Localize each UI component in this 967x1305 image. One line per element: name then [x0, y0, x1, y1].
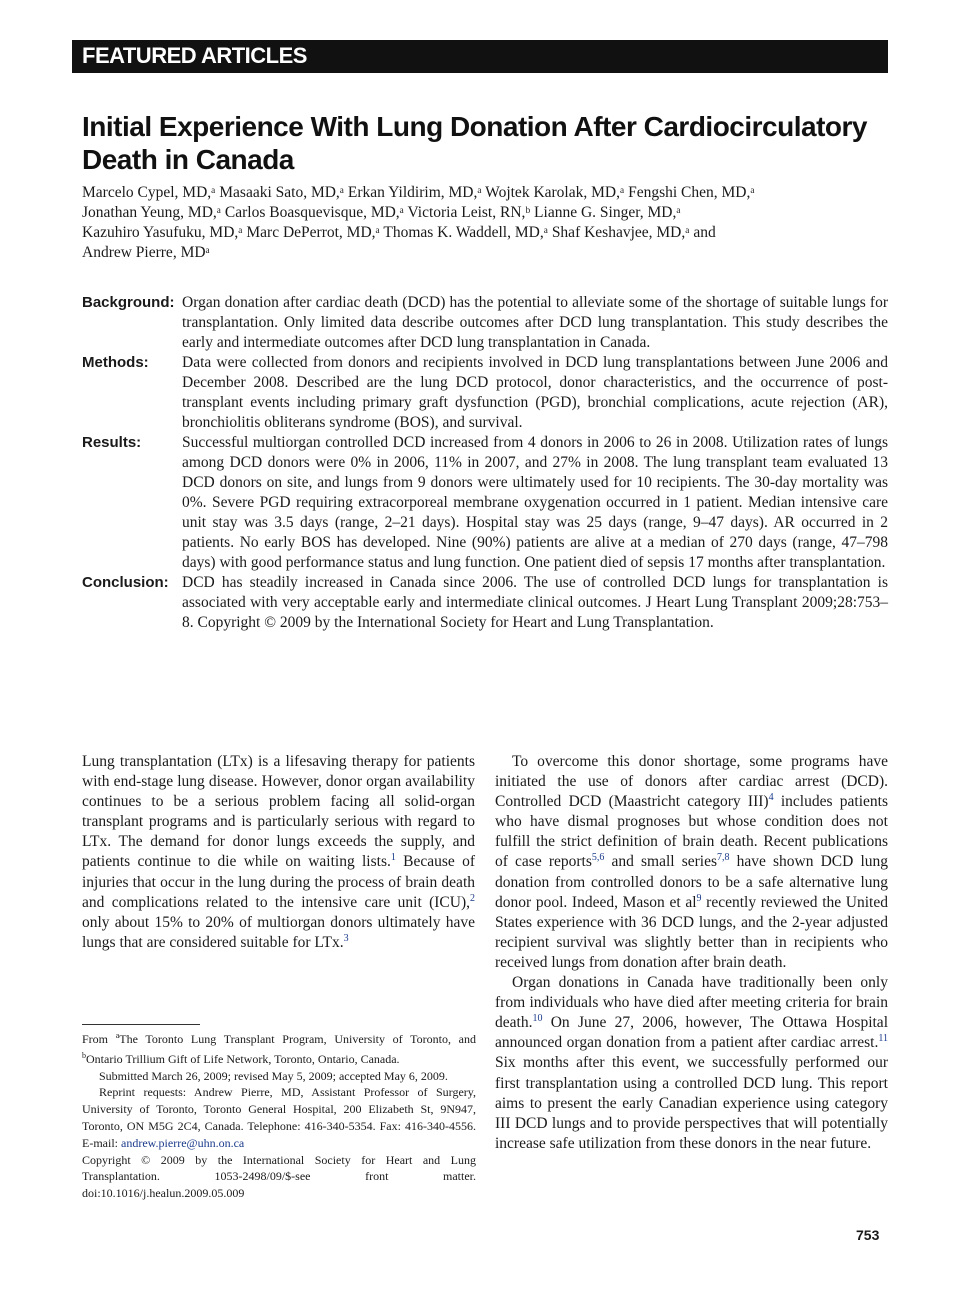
- abstract-conclusion-label: Conclusion:: [82, 574, 169, 591]
- reference-link-7-8[interactable]: 7,8: [717, 852, 730, 864]
- body-text: and small series: [604, 853, 717, 871]
- body-text: recently reviewed the United States experience with 36 DCD lungs, and the 2-year adjusted recipient survival was slightly better than in recipients who received lungs from donation after brain death.: [495, 893, 888, 971]
- affiliation-mark: b: [82, 1050, 86, 1060]
- reference-link-1[interactable]: 1: [390, 852, 396, 864]
- abstract: [82, 293, 888, 633]
- author-email-link[interactable]: andrew.pierre@uhn.on.ca: [121, 1135, 245, 1150]
- reference-link-11[interactable]: 11: [878, 1033, 888, 1045]
- footnote-submitted: Submitted March 26, 2009; revised May 5, 2009; accepted May 6, 2009.: [99, 1068, 448, 1083]
- body-text: Organ donations in Canada have traditionally been only from individuals who have died after meeting criteria for brain death.: [495, 974, 888, 1032]
- abstract-methods: [82, 353, 888, 433]
- body-paragraph: [495, 752, 888, 973]
- body-text: Because of injuries that occur in the lung during the process of brain death and complications related to the intensive care unit (ICU),: [82, 853, 475, 911]
- footnote-reprint: [82, 1084, 476, 1151]
- reference-link-5-6[interactable]: 5,6: [591, 852, 605, 864]
- footnote-text: Reprint requests: Andrew Pierre, MD, Assistant Professor of Surgery, University of Toronto, Toronto General Hospital, 200 Elizabeth St, 9N947, Toronto, ON M5G 2C4, Canada. Telephone: 416-340-5354. Fax: 416-340-4556. E-mail:: [82, 1085, 476, 1150]
- body-text: have shown DCD lung donation from controlled donors to be a safe alternative lung donor pool. Indeed, Mason et al: [495, 853, 888, 911]
- section-banner: [72, 40, 888, 73]
- footnote-copyright: Copyright © 2009 by the International Society for Heart and Lung Transplantation. 1053-2498/09/$-see front matter. doi:10.1016/j.healun.2009.05.009: [82, 1152, 476, 1201]
- body-paragraph: [495, 973, 888, 1154]
- section-banner-label: FEATURED ARTICLES: [82, 43, 307, 68]
- article-title: Initial Experience With Lung Donation After Cardiocirculatory Death in Canada: [82, 111, 867, 175]
- abstract-conclusion-text: DCD has steadily increased in Canada since 2006. The use of controlled DCD lungs for transplantation is associated with very acceptable early and intermediate clinical outcomes. J Heart Lung Transplant 2009;28:753–8. Copyright © 2009 by the International Society for Heart and Lung Transplantation.: [182, 574, 888, 631]
- reference-link-3[interactable]: 3: [343, 932, 349, 944]
- author-list: [82, 183, 888, 263]
- body-paragraph: [82, 752, 475, 953]
- abstract-methods-label: Methods:: [82, 354, 149, 371]
- reference-link-9[interactable]: 9: [696, 892, 702, 904]
- page-number: 753: [856, 1227, 880, 1243]
- footnote-text: From: [82, 1032, 116, 1046]
- footnote-affiliations: [82, 1028, 476, 1068]
- abstract-results-label: Results:: [82, 434, 142, 451]
- abstract-background: [82, 293, 888, 353]
- body-text: includes patients who have dismal prognoses but whose condition does not fulfill the strict definition of brain death. Recent publications of case reports: [495, 793, 888, 871]
- reference-link-4[interactable]: 4: [768, 792, 774, 804]
- body-text: Six months after this event, we successfully performed our first transplantation using a controlled DCD lung. This report aims to present the early Canadian experience using category III DCD lungs and to provide perspectives that will potentially increase safe utilization from these donors in the near future.: [495, 1054, 888, 1152]
- body-column-left: [82, 752, 475, 953]
- body-text: To overcome this donor shortage, some programs have initiated the use of donors after cardiac arrest (DCD). Controlled DCD (Maastricht category III): [495, 753, 888, 811]
- reference-link-10[interactable]: 10: [532, 1013, 543, 1025]
- footnote-text: The Toronto Lung Transplant Program, University of Toronto, and: [119, 1032, 476, 1046]
- abstract-background-label: Background:: [82, 294, 175, 311]
- author-line-1: Marcelo Cypel, MD,ᵃ Masaaki Sato, MD,ᵃ Erkan Yildirim, MD,ᵃ Wojtek Karolak, MD,ᵃ Fengshi Chen, MD,ᵃ: [82, 184, 755, 201]
- reference-link-2[interactable]: 2: [470, 892, 475, 904]
- abstract-background-text: Organ donation after cardiac death (DCD) has the potential to alleviate some of the shortage of suitable lungs for transplantation. Only limited data describe outcomes after DCD lung transplantation. This study describes the early and intermediate outcomes after DCD lung transplantation in Canada.: [182, 294, 888, 351]
- author-line-2: Jonathan Yeung, MD,ᵃ Carlos Boasquevisque, MD,ᵃ Victoria Leist, RN,ᵇ Lianne G. Singer, MD,ᵃ: [82, 204, 681, 221]
- footnotes: [82, 1028, 476, 1202]
- body-column-right: [495, 752, 888, 1154]
- body-text: Lung transplantation (LTx) is a lifesaving therapy for patients with end-stage lung disease. However, donor organ availability continues to be a serious problem facing all solid-organ transplant programs and is particularly serious with regard to LTx. The demand for donor lungs exceeds the supply, and patients continue to die while on waiting lists.: [82, 753, 475, 871]
- body-text: only about 15% to 20% of multiorgan donors ultimately have lungs that are considered suitable for LTx.: [82, 913, 475, 951]
- abstract-methods-text: Data were collected from donors and recipients involved in DCD lung transplantations between June 2006 and December 2008. Described are the lung DCD protocol, donor characteristics, and the occurrence of post-transplant events including primary graft dysfunction (PGD), bronchial complications, acute rejection (AR), bronchiolitis obliterans syndrome (BOS), and survival.: [182, 354, 888, 431]
- abstract-results-text: Successful multiorgan controlled DCD increased from 4 donors in 2006 to 26 in 2008. Utilization rates of lungs among DCD donors were 0% in 2006, 11% in 2007, and 27% in 2008. The lung transplant team evaluated 13 DCD donors on site, and lungs from 9 donors were ultimately used for 10 recipients. The 30-day mortality was 0%. Severe PGD requiring extracorporeal membrane oxygenation occurred in 1 patient. Median intensive care unit stay was 3.5 days (range, 2–21 days). Hospital stay was 25 days (range, 9–47 days). AR occurred in 2 patients. No early BOS has developed. Nine (90%) patients are alive at a median of 270 days (range, 47–798 days) with good performance status and lung function. One patient died of sepsis 17 months after transplantation.: [182, 434, 888, 571]
- affiliation-mark: a: [115, 1031, 120, 1040]
- footnote-divider: [82, 1024, 200, 1025]
- footnote-text: Ontario Trillium Gift of Life Network, Toronto, Ontario, Canada.: [86, 1051, 400, 1066]
- abstract-results: [82, 433, 888, 573]
- author-line-4: Andrew Pierre, MDᵃ: [82, 244, 210, 261]
- abstract-conclusion: [82, 573, 888, 633]
- body-text: On June 27, 2006, however, The Ottawa Hospital announced organ donation from a patient after cardiac arrest.: [495, 1014, 888, 1052]
- author-line-3: Kazuhiro Yasufuku, MD,ᵃ Marc DePerrot, MD,ᵃ Thomas K. Waddell, MD,ᵃ Shaf Keshavjee, MD,ᵃ and: [82, 224, 716, 241]
